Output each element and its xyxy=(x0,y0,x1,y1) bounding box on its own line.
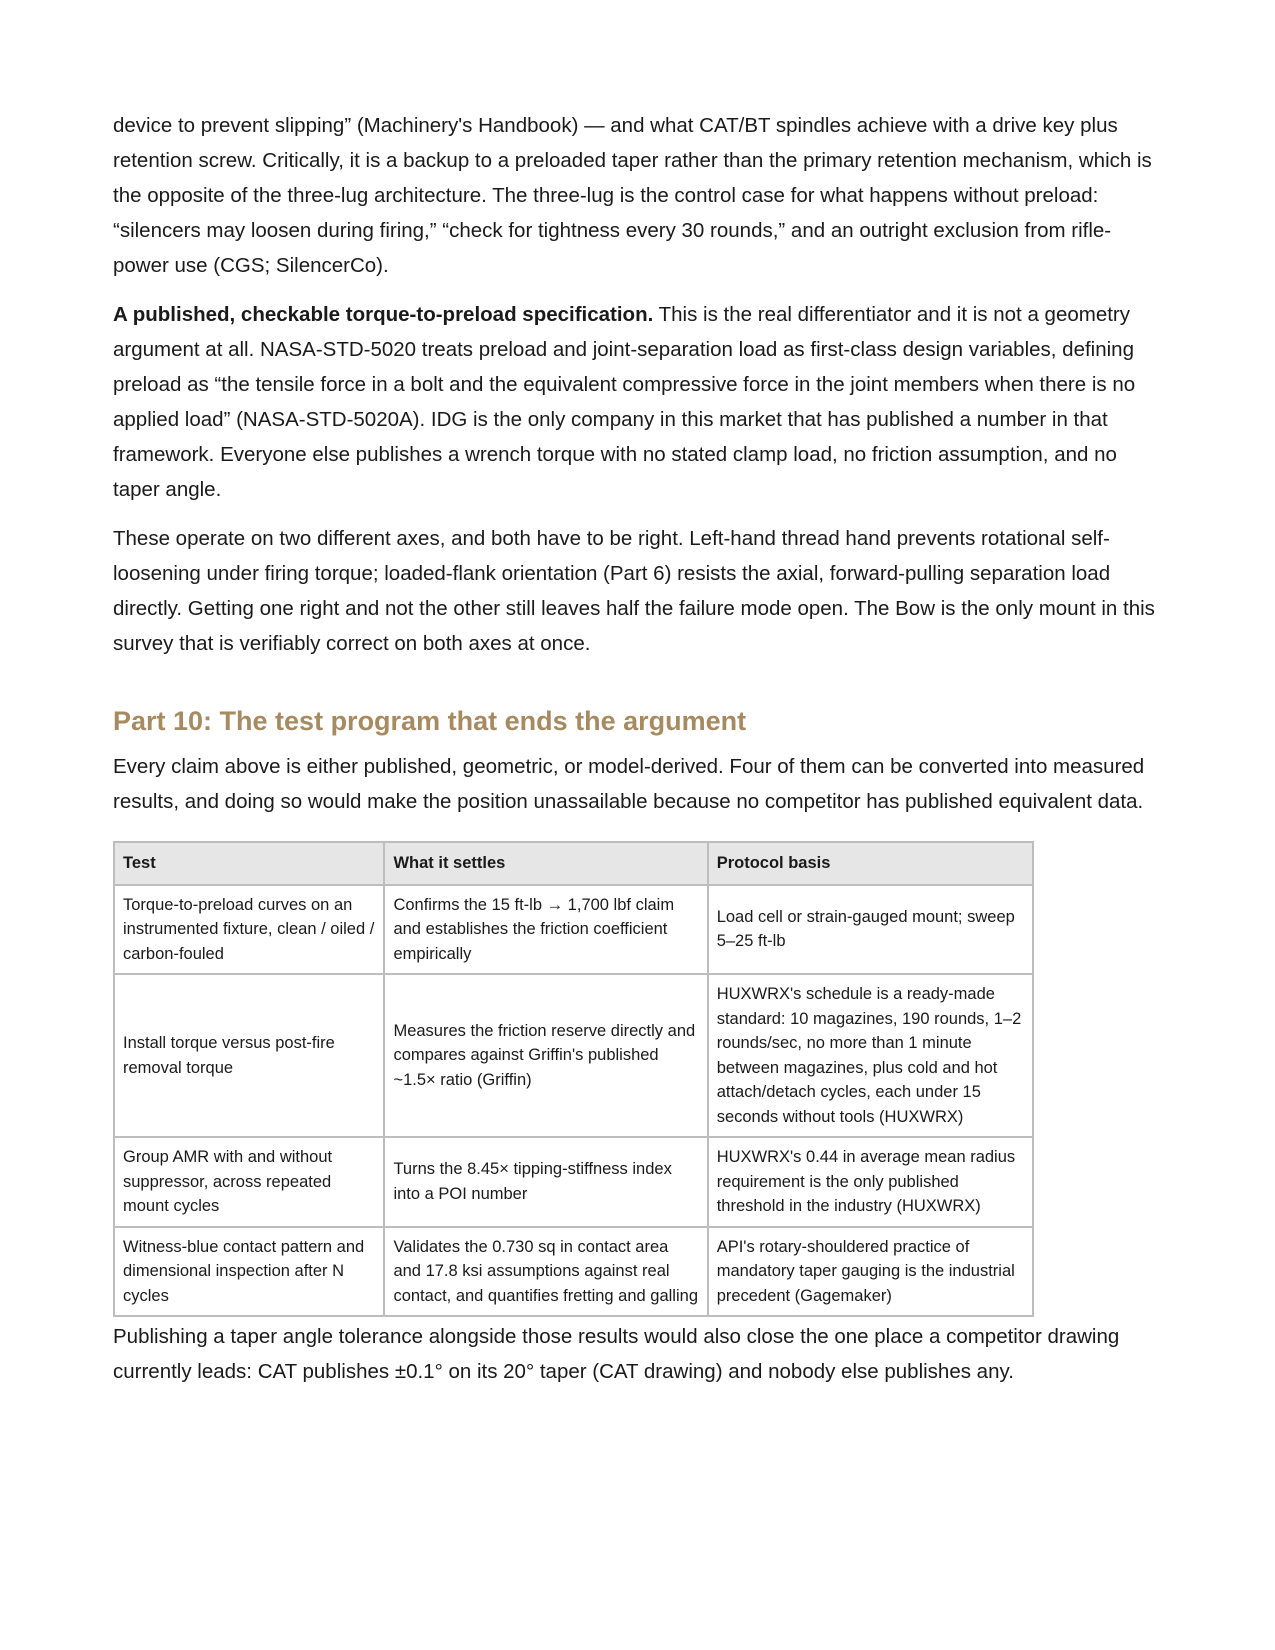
table-cell: Witness-blue contact pattern and dimensional inspection after N cycles xyxy=(114,1227,384,1317)
table-cell: Measures the friction reserve directly and compares against Griffin's published ~1.5× ratio (Griffin) xyxy=(384,974,707,1137)
column-header-protocol-basis: Protocol basis xyxy=(708,842,1033,885)
table-cell: Install torque versus post-fire removal torque xyxy=(114,974,384,1137)
table-header-row xyxy=(114,842,1033,885)
paragraph-retention: device to prevent slipping” (Machinery's Handbook) — and what CAT/BT spindles achieve with a drive key plus retention screw. Critically, it is a backup to a preloaded taper rather than the primary retention mechanism, which is the opposite of the three-lug architecture. The three-lug is the control case for what happens without preload: “silencers may loosen during firing,” “check for tightness every 30 rounds,” and an outright exclusion from rifle-power use (CGS; SilencerCo). xyxy=(113,114,1152,277)
paragraph-preload-spec xyxy=(113,297,1165,507)
table-row xyxy=(114,885,1033,975)
section-heading: Part 10: The test program that ends the argument xyxy=(113,706,747,736)
table-row xyxy=(114,1227,1033,1317)
table-cell: Confirms the 15 ft-lb → 1,700 lbf claim and establishes the friction coefficient empirically xyxy=(384,885,707,975)
table-cell: Load cell or strain-gauged mount; sweep 5–25 ft-lb xyxy=(708,885,1033,975)
paragraph-two-axes: These operate on two different axes, and both have to be right. Left-hand thread hand prevents rotational self-loosening under firing torque; loaded-flank orientation (Part 6) resists the axial, forward-pulling separation load directly. Getting one right and not the other still leaves half the failure mode open. The Bow is the only mount in this survey that is verifiably correct on both axes at once. xyxy=(113,527,1155,655)
table-cell: Torque-to-preload curves on an instrumented fixture, clean / oiled / carbon-fouled xyxy=(114,885,384,975)
document-page xyxy=(113,108,1165,1389)
table-cell: Validates the 0.730 sq in contact area and 17.8 ksi assumptions against real contact, and quantifies fretting and galling xyxy=(384,1227,707,1317)
paragraph-lead-in: A published, checkable torque-to-preload specification. xyxy=(113,303,654,326)
table-cell: HUXWRX's 0.44 in average mean radius requirement is the only published threshold in the industry (HUXWRX) xyxy=(708,1137,1033,1227)
table-row xyxy=(114,974,1033,1137)
test-program-table xyxy=(113,841,1034,1317)
table-cell: HUXWRX's schedule is a ready-made standard: 10 magazines, 190 rounds, 1–2 rounds/sec, no more than 1 minute between magazines, plus cold and hot attach/detach cycles, each under 15 seconds without tools (HUXWRX) xyxy=(708,974,1033,1137)
paragraph-preload-text: This is the real differentiator and it is not a geometry argument at all. NASA-STD-5020 treats preload and joint-separation load as first-class design variables, defining preload as “the tensile force in a bolt and the equivalent compressive force in the joint members when there is no applied load” (NASA-STD-5020A). IDG is the only company in this market that has published a number in that framework. Everyone else publishes a wrench torque with no stated clamp load, no friction assumption, and no taper angle. xyxy=(113,303,1136,501)
section-intro: Every claim above is either published, geometric, or model-derived. Four of them can be converted into measured results, and doing so would make the position unassailable because no competitor has published equivalent data. xyxy=(113,755,1145,813)
column-header-test: Test xyxy=(114,842,384,885)
table-cell: API's rotary-shouldered practice of mandatory taper gauging is the industrial precedent (Gagemaker) xyxy=(708,1227,1033,1317)
table-row xyxy=(114,1137,1033,1227)
table-cell: Turns the 8.45× tipping-stiffness index into a POI number xyxy=(384,1137,707,1227)
closing-paragraph: Publishing a taper angle tolerance alongside those results would also close the one place a competitor drawing currently leads: CAT publishes ±0.1° on its 20° taper (CAT drawing) and nobody else publishes any. xyxy=(113,1325,1120,1383)
column-header-what-it-settles: What it settles xyxy=(384,842,707,885)
table-cell: Group AMR with and without suppressor, across repeated mount cycles xyxy=(114,1137,384,1227)
